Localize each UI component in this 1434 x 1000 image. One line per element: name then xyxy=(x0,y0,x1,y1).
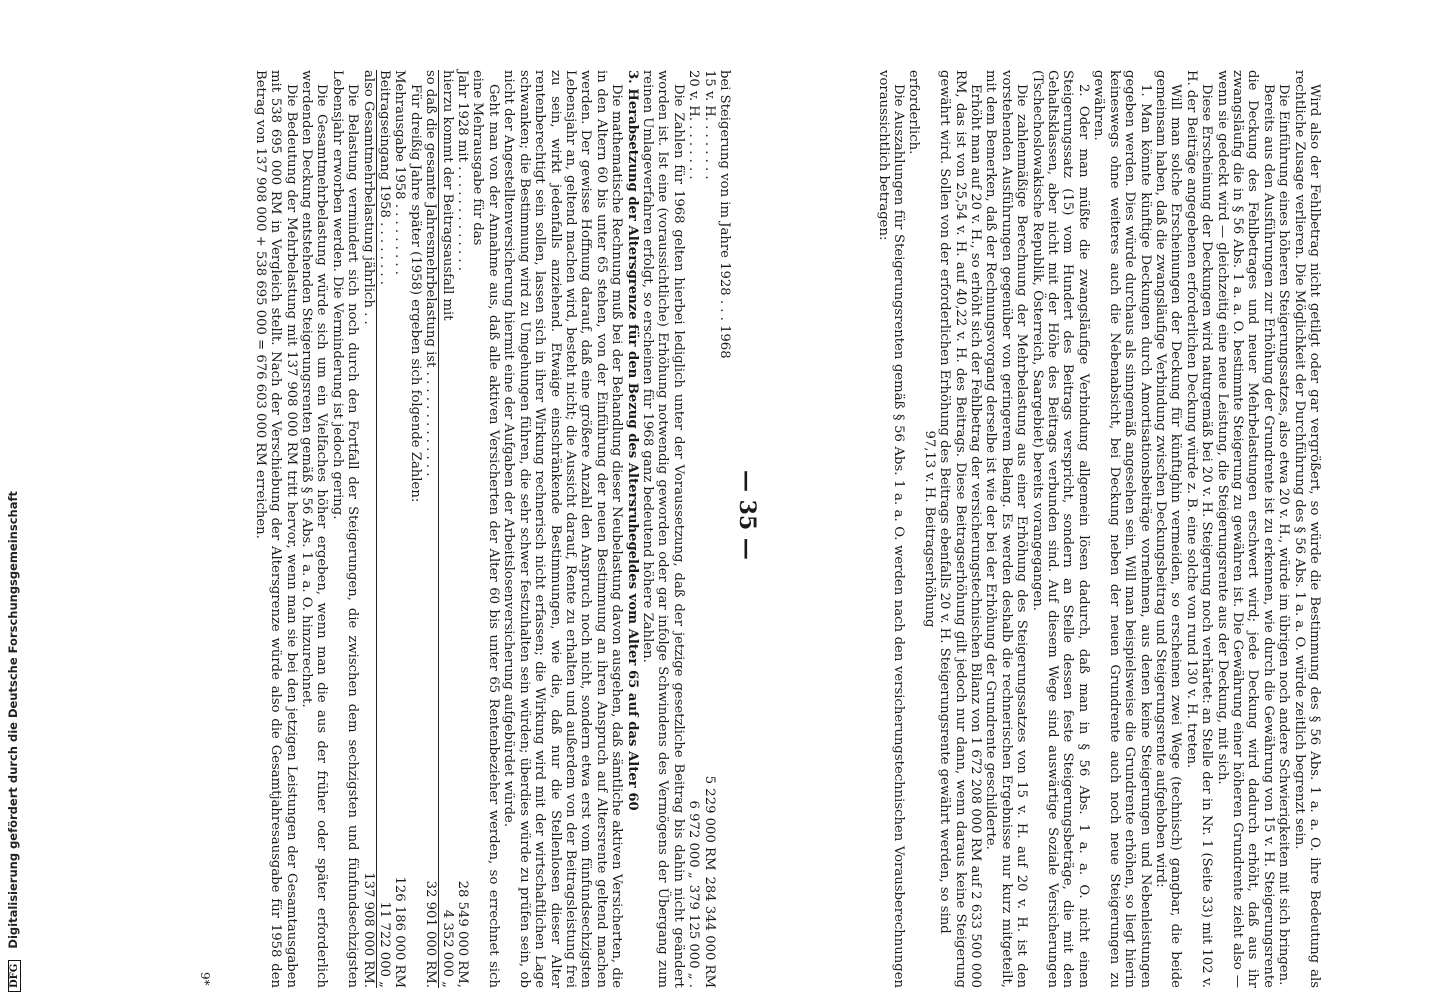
calc-value: 137 908 000 RM. xyxy=(360,872,376,988)
paragraph: 1. Man könnte künftige Deckungen durch Amortisationsbeiträge vornehmen, aus denen keine Steigerungen und Nebenleistungen gegeben werden. Dies würde durchaus als sinngemäß angesehen sein. Will man beispielsweise die Grundrente erhöhen, so liegt hierin keineswegs ohne weiteres auch die Nebenabsicht, bei Deckung neben der neuen Grundrente auch noch neue Steigerungen zu gewähren. xyxy=(1091,70,1153,988)
paragraph: 2. Oder man müßte die zwangsläufige Verbindung allgemein lösen dadurch, daß man in § 56 Abs. 1 a. a. O. nicht einen Steigerungssatz (15) vom Hundert des Beitrags verspricht, sondern an Stelle dessen feste Steigerungsbeträge, die mit den Gehaltsklassen, aber nicht mit der Höhe des Beitrags verbunden sind. Auf diesem Wege sind auswärtige Soziale Versicherungen (Tschechoslowakische Republik, Österreich, Saargebiet) bereits vorangegangen. xyxy=(1029,70,1091,988)
table-cell-label: 20 v. H. . . . . . . . xyxy=(686,70,702,180)
paragraph: Die Einführung eines höheren Steigerungssatzes, also etwa 20 v. H., würde im übrigen noch andere Schwierigkeiten mit sich bringen. xyxy=(1276,84,1292,986)
paragraph: Die mathematische Rechnung muß bei der Behandlung dieser Neubelastung davon ausgehen, daß sämtliche aktiven Versicherten, die in den Altern 60 bis unter 65 stehen, von der Einführung der neuen Bestimmung an ihren Anspruch auf Altersrente geltend machen werden. Der gewisse Hoffnung darauf, daß eine größere Anzahl den Anspruch noch nicht, sondern etwa erst vom fünfundsechzigsten Lebensjahr an, geltend machen wird, besteht nicht; die Aussicht darauf, Rente zu erhalten und außerdem von der Beitragsleistung frei zu sein, wirkt jedenfalls anziehend. Etwaige einschränkende Bestimmungen, wie die, daß nur die Stellenlosen dieser Alter rentenberechtigt sein sollen, lassen sich in ihrer Wirkung rechnerisch nicht erfassen; die Wirkung wird mit der wirtschaftlichen Lage schwanken; die Bestimmung wird zu Umgehungen führen, die sehr schwer festzuhalten sein würden; überdies würde zu prüfen sein, ob nicht der Angestelltenversicherung hiermit eine der Aufgaben der Arbeitslosenversicherung aufgebürdet würde. xyxy=(501,70,625,988)
calc-label: hierzu kommt der Beitragsausfall mit xyxy=(439,70,455,321)
paragraph: Diese Erscheinung der Deckungen wird naturgemäß bei 20 v. H. Steigerung noch verhärtet: an Stelle der in Nr. 1 (Seite 33) mit 102 v. H. der Beiträge angegebenen erforderlichen Deckung würde z. B. eine solche von rund 130 v. H. treten. xyxy=(1183,70,1215,988)
centered-formula-line: 97,13 v. H. Beitragserhöhung xyxy=(921,430,937,628)
table-row xyxy=(686,70,701,988)
signature-mark: 9* xyxy=(198,972,212,986)
calc-label: Mehrausgabe 1958 . . . . . . . . . xyxy=(392,70,408,275)
table-row xyxy=(701,70,716,988)
paragraph: Die Belastung vermindert sich noch durch den Fortfall der Steigerungen, die zwischen dem sechzigsten und fünfundsechzigsten Lebensjahr erworben werden. Die Verminderung ist jedoch gering. xyxy=(329,70,361,988)
table-cell-label: 15 v. H. . . . . . . . xyxy=(701,70,717,180)
paragraph: Wird also der Fehlbetrag nicht getilgt oder gar vergrößert, so würde die Bestimmung des § 56 Abs. 1 a. a. O. ihre Bedeutung als rechtliche Zusage verlieren. Die Möglichkeit der Durchführung des § 56 Abs. 1 a. a. O. würde zeitlich begrenzt sein. xyxy=(1291,70,1322,988)
calc-label: Beitragseingang 1958 . . . . . . . . xyxy=(377,70,393,285)
calc-row xyxy=(392,70,407,988)
paragraph: Bereits aus den Ausführungen zur Erhöhung der Grundrente ist zu erkennen, wie durch die Gewährung von 15 v. H. Steigerungsrente die Deckung des Fehlbetrages und neuer Mehrbelastungen erschwert wird; jede Deckung wird dadurch erhöht, daß aus ihr zwangsläufig die in § 56 Abs. 1 a. a. O. bestimmte Steigerung zu gewähren ist. Die Gewährung einer höheren Grundrente zieht also — wenn sie gedeckt wird — gleichzeitig eine neue Leistung, die Steigerungsrente aus der Deckung, mit sich. xyxy=(1214,70,1276,988)
left-text-column xyxy=(875,70,1322,988)
table-intro: bei Steigerung von im Jahre 1928 . . . 1968 xyxy=(717,70,732,359)
calc-value: 32 901 000 RM. xyxy=(423,880,439,988)
calc-label: so daß die gesamte Jahresmehrbelastung ist . . . . . . . . . . . . . xyxy=(423,70,439,477)
calc-row-total xyxy=(360,70,376,988)
calc-row xyxy=(377,70,392,988)
paragraph: Die Zahlen für 1968 gelten hierbei lediglich unter der Voraussetzung, daß der jetzige gesetzliche Beitrag bis dahin nicht geändert worden ist. Ist eine (voraussichtliche) Erhöhung notwendig geworden oder gar infolge Schwindens des Vermögens der Übergang zum reinen Umlageverfahren erfolgt, so erscheinen für 1968 ganz bedeutend höhere Zahlen. xyxy=(639,70,686,988)
paragraph: Die Bedeutung der Mehrbelastung mit 137 908 000 RM tritt hervor, wenn man sie bei den jetzigen Leistungen der Gesamtausgaben mit 538 695 000 RM in Vergleich stellt. Nach der Verschiebung der Altersgrenze würde also die Gesamtjahresausgabe für 1958 den Betrag von 137 908 000 + 538 695 000 = 676 603 000 RM erreichen. xyxy=(252,70,299,988)
calc-value: 28 549 000 RM, xyxy=(455,880,471,988)
table-cell-1968: 284 344 000 RM xyxy=(701,876,717,988)
dfg-logo: DFG xyxy=(8,960,21,992)
paragraph: Für dreißig Jahre später (1958) ergeben sich folgende Zahlen: xyxy=(407,84,423,503)
calc-label: also Gesamtmehrbelastung jährlich . . xyxy=(360,70,376,325)
calc-row xyxy=(439,70,454,988)
calc-row-total xyxy=(423,70,439,988)
section-number: 3. xyxy=(624,70,640,84)
table-cell-1928: 6 972 000 „ xyxy=(686,800,702,879)
section-title: Herabsetzung der Altersgrenze für den Bezug des Altersruhegeldes vom Alter 65 auf das Alter 60 xyxy=(624,88,640,811)
calc-row xyxy=(455,70,470,988)
paragraph: erforderlich. xyxy=(906,70,922,155)
table-cell-1968: 379 125 000 „ . xyxy=(686,884,702,988)
paragraph: Die Auszahlungen für Steigerungsrenten gemäß § 56 Abs. 1 a. a. O. werden nach den versicherungstechnischen Vorausberechnungen voraussichtlich betragen: xyxy=(875,70,907,988)
footer-credit-text: Digitalisierung gefördert durch die Deutsche Forschungsgemeinschaft xyxy=(6,491,20,949)
right-text-column xyxy=(252,70,732,988)
table-cell-1928: 5 229 000 RM xyxy=(701,775,717,871)
calc-value: 4 352 000 „ xyxy=(439,909,455,988)
section-heading xyxy=(624,70,639,988)
calc-label: Jahr 1928 mit . . . . . . . . . . . . . xyxy=(455,70,471,271)
footer-credit xyxy=(2,491,21,992)
page-number: — 35 — xyxy=(734,470,760,560)
paragraph: Die Gesamtmehrbelastung würde sich um ein Vielfaches höher ergeben, wenn man die aus der früher oder später erforderlich werdenden Deckung entstehenden Steigerungsrenten gemäß § 56 Abs. 1 a. a. O. hinzurechnet. xyxy=(299,70,330,988)
paragraph: Erhöht man auf 20 v. H., so erhöht sich der Fehlbetrag der versicherungstechnischen Bilanz von 1 672 208 000 RM auf 2 633 500 000 RM, das ist von 25,54 v. H. auf 40,22 v. H. des Beitrags. Diese Beitragserhöhung gilt jedoch nur dann, wenn daraus keine Steigerung gewährt wird. Sollen von der erforderlichen Erhöhung des Beitrags ebenfalls 20 v. H. Steigerungsrente gewährt werden, so sind xyxy=(937,70,984,988)
paragraph: Geht man von der Annahme aus, daß alle aktiven Versicherten der Alter 60 bis unter 65 Rentenbezieher werden, so errechnet sich eine Mehrausgabe für das xyxy=(470,70,501,988)
calc-value: 126 186 000 RM xyxy=(392,876,408,988)
paragraph: Die zahlenmäßige Berechnung der Mehrbelastung aus einer Erhöhung des Steigerungssatzes von 15 v. H. auf 20 v. H. ist den vorstehenden Ausführungen gegenüber von geringerem Belang. Es werden deshalb die rechnerischen Ergebnisse nur kurz mitgeteilt, mit dem Bemerken, daß der Rechnungsvorgang derselbe ist wie der bei der Erhöhung der Grundrente geschilderte. xyxy=(983,70,1030,988)
paragraph: Will man solche Erscheinungen der Deckung für künftighin vermeiden, so erscheinen zwei Wege (technisch) gangbar, die beide gemeinsam haben, daß die zwangsläufige Verbindung zwischen Deckungsbeitrag und Steigerungsrente aufgehoben wird: xyxy=(1152,70,1184,988)
calc-value: 11 722 000 „ xyxy=(377,901,393,988)
